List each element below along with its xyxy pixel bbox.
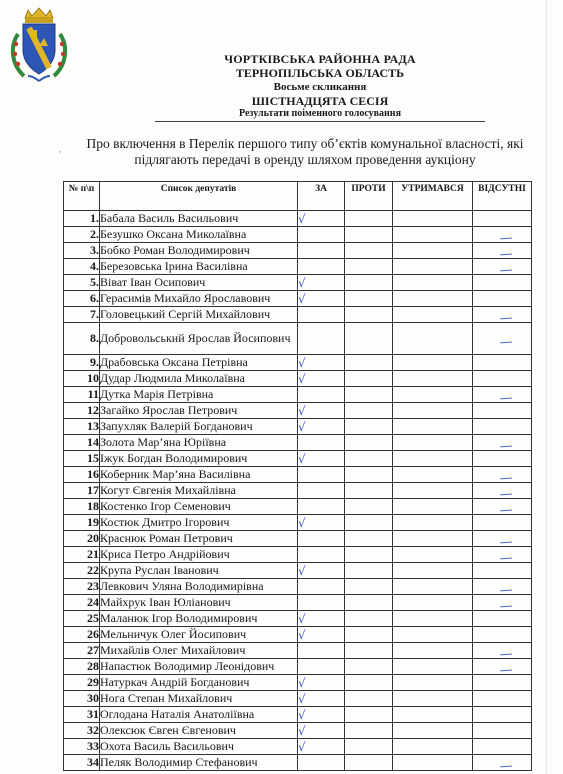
checkmark-icon: √ — [298, 419, 306, 434]
vote-utrymavsia-cell — [393, 563, 473, 579]
vote-utrymavsia-cell — [393, 355, 473, 371]
table-row — [64, 387, 532, 403]
vote-vidsutni-cell — [473, 547, 532, 563]
dash-icon — [500, 253, 512, 255]
deputy-name: Левкович Уляна Володимирівна — [100, 579, 298, 595]
row-number: 2. — [64, 227, 100, 243]
vote-vidsutni-cell — [473, 707, 532, 723]
deputy-name: Березовська Ірина Василівна — [100, 259, 298, 275]
deputy-name: Костенко Ігор Семенович — [100, 499, 298, 515]
table-row — [64, 563, 532, 579]
vote-utrymavsia-cell — [393, 755, 473, 771]
vote-vidsutni-cell — [473, 307, 532, 323]
table-row — [64, 515, 532, 531]
vote-za-cell — [298, 547, 345, 563]
deputy-name: Натуркач Андрій Богданович — [100, 675, 298, 691]
vote-utrymavsia-cell — [393, 707, 473, 723]
vote-vidsutni-cell — [473, 627, 532, 643]
vote-proty-cell — [345, 291, 393, 307]
vote-utrymavsia-cell — [393, 435, 473, 451]
vote-utrymavsia-cell — [393, 627, 473, 643]
vote-vidsutni-cell — [473, 675, 532, 691]
table-row — [64, 723, 532, 739]
vote-za-cell — [298, 739, 345, 755]
vote-proty-cell — [345, 531, 393, 547]
vote-za-cell — [298, 355, 345, 371]
vote-za-cell — [298, 723, 345, 739]
row-number: 4. — [64, 259, 100, 275]
vote-proty-cell — [345, 451, 393, 467]
vote-proty-cell — [345, 723, 393, 739]
row-number: 8. — [64, 323, 100, 355]
row-number: 16 — [64, 467, 100, 483]
row-number: 30 — [64, 691, 100, 707]
vote-vidsutni-cell — [473, 659, 532, 675]
table-body — [64, 211, 532, 771]
vote-vidsutni-cell — [473, 259, 532, 275]
vote-za-cell — [298, 643, 345, 659]
vote-za-cell — [298, 563, 345, 579]
vote-utrymavsia-cell — [393, 739, 473, 755]
vote-utrymavsia-cell — [393, 451, 473, 467]
checkmark-icon: √ — [298, 739, 306, 754]
vote-utrymavsia-cell — [393, 515, 473, 531]
vote-vidsutni-cell — [473, 403, 532, 419]
vote-proty-cell — [345, 755, 393, 771]
dash-icon — [500, 653, 512, 655]
dash-icon — [500, 317, 512, 319]
vote-utrymavsia-cell — [393, 387, 473, 403]
header-divider — [155, 121, 485, 122]
vote-utrymavsia-cell — [393, 723, 473, 739]
vote-utrymavsia-cell — [393, 371, 473, 387]
vote-utrymavsia-cell — [393, 643, 473, 659]
vote-vidsutni-cell — [473, 531, 532, 547]
dash-icon — [500, 557, 512, 559]
checkmark-icon: √ — [298, 627, 306, 642]
row-number: 25 — [64, 611, 100, 627]
vote-utrymavsia-cell — [393, 675, 473, 691]
vote-za-cell — [298, 659, 345, 675]
table-row — [64, 243, 532, 259]
table-row — [64, 611, 532, 627]
vote-za-cell — [298, 403, 345, 419]
checkmark-icon: √ — [298, 371, 306, 386]
checkmark-icon: √ — [298, 707, 306, 722]
deputy-name: Напастюк Володимир Леонідович — [100, 659, 298, 675]
table-row — [64, 547, 532, 563]
table-row — [64, 707, 532, 723]
table-row — [64, 435, 532, 451]
table-row — [64, 675, 532, 691]
vote-vidsutni-cell — [473, 483, 532, 499]
resolution-description: Про включення в Перелік першого типу об’єктів комунальної власності, які підлягають передачі в оренду шляхом проведення аукціону — [86, 136, 524, 167]
vote-za-cell — [298, 499, 345, 515]
vote-utrymavsia-cell — [393, 227, 473, 243]
dash-icon — [500, 541, 512, 543]
vote-za-cell — [298, 291, 345, 307]
table-row — [64, 355, 532, 371]
coat-of-arms-icon — [8, 6, 70, 84]
row-number: 33 — [64, 739, 100, 755]
table-row — [64, 419, 532, 435]
region-name: ТЕРНОПІЛЬСЬКА ОБЛАСТЬ — [235, 66, 405, 80]
header-name: Список депутатів — [100, 182, 298, 211]
vote-vidsutni-cell — [473, 563, 532, 579]
checkmark-icon: √ — [298, 291, 306, 306]
results-subtitle: Результати поіменного голосування — [239, 108, 401, 119]
vote-proty-cell — [345, 403, 393, 419]
deputy-name: Костюк Дмитро Ігорович — [100, 515, 298, 531]
vote-utrymavsia-cell — [393, 307, 473, 323]
vote-za-cell — [298, 435, 345, 451]
row-number: 7. — [64, 307, 100, 323]
deputy-name: Бабала Василь Васильович — [100, 211, 298, 227]
deputy-name: Загайко Ярослав Петрович — [100, 403, 298, 419]
vote-vidsutni-cell — [473, 387, 532, 403]
deputy-name: Михайлів Олег Михайлович — [100, 643, 298, 659]
vote-vidsutni-cell — [473, 499, 532, 515]
row-number: 9. — [64, 355, 100, 371]
deputy-name: Майхрук Іван Юліанович — [100, 595, 298, 611]
vote-proty-cell — [345, 243, 393, 259]
vote-vidsutni-cell — [473, 291, 532, 307]
table-row — [64, 643, 532, 659]
row-number: 14 — [64, 435, 100, 451]
table-row — [64, 499, 532, 515]
vote-za-cell — [298, 211, 345, 227]
table-row — [64, 595, 532, 611]
vote-vidsutni-cell — [473, 275, 532, 291]
table-row — [64, 307, 532, 323]
deputy-name: Драбовська Оксана Петрівна — [100, 355, 298, 371]
row-number: 18 — [64, 499, 100, 515]
checkmark-icon: √ — [298, 275, 306, 290]
vote-proty-cell — [345, 435, 393, 451]
row-number: 13 — [64, 419, 100, 435]
row-number: 12 — [64, 403, 100, 419]
deputy-name: Безушко Оксана Миколаївна — [100, 227, 298, 243]
vote-vidsutni-cell — [473, 723, 532, 739]
header-utrymavsia: УТРИМАВСЯ — [393, 182, 473, 211]
vote-za-cell — [298, 515, 345, 531]
vote-proty-cell — [345, 707, 393, 723]
margin-mark: ‚ — [58, 144, 62, 155]
vote-za-cell — [298, 675, 345, 691]
vote-utrymavsia-cell — [393, 275, 473, 291]
vote-proty-cell — [345, 739, 393, 755]
dash-icon — [500, 669, 512, 671]
table-row — [64, 659, 532, 675]
deputy-name: Дудар Людмила Миколаївна — [100, 371, 298, 387]
vote-utrymavsia-cell — [393, 419, 473, 435]
vote-utrymavsia-cell — [393, 595, 473, 611]
vote-vidsutni-cell — [473, 643, 532, 659]
row-number: 22 — [64, 563, 100, 579]
deputy-name: Дутка Марія Петрівна — [100, 387, 298, 403]
vote-utrymavsia-cell — [393, 243, 473, 259]
table-row — [64, 739, 532, 755]
deputy-name: Крупа Руслан Іванович — [100, 563, 298, 579]
deputy-name: Маланюк Ігор Володимирович — [100, 611, 298, 627]
vote-vidsutni-cell — [473, 579, 532, 595]
deputy-name: Криса Петро Андрійович — [100, 547, 298, 563]
checkmark-icon: √ — [298, 355, 306, 370]
vote-za-cell — [298, 275, 345, 291]
vote-utrymavsia-cell — [393, 579, 473, 595]
header-vidsutni: ВІДСУТНІ — [473, 182, 532, 211]
vote-za-cell — [298, 259, 345, 275]
deputy-name: Охота Василь Васильович — [100, 739, 298, 755]
row-number: 20 — [64, 531, 100, 547]
vote-za-cell — [298, 579, 345, 595]
vote-utrymavsia-cell — [393, 691, 473, 707]
vote-proty-cell — [345, 643, 393, 659]
vote-proty-cell — [345, 355, 393, 371]
deputy-name: Іжук Богдан Володимирович — [100, 451, 298, 467]
vote-za-cell — [298, 755, 345, 771]
vote-proty-cell — [345, 547, 393, 563]
row-number: 32 — [64, 723, 100, 739]
vote-za-cell — [298, 467, 345, 483]
deputy-name: Бобко Роман Володимирович — [100, 243, 298, 259]
row-number: 26 — [64, 627, 100, 643]
deputy-name: Нога Степан Михайлович — [100, 691, 298, 707]
table-row — [64, 755, 532, 771]
vote-proty-cell — [345, 595, 393, 611]
vote-vidsutni-cell — [473, 595, 532, 611]
vote-za-cell — [298, 595, 345, 611]
vote-za-cell — [298, 627, 345, 643]
vote-proty-cell — [345, 691, 393, 707]
vote-proty-cell — [345, 675, 393, 691]
vote-utrymavsia-cell — [393, 483, 473, 499]
vote-vidsutni-cell — [473, 243, 532, 259]
table-row — [64, 579, 532, 595]
roll-call-table — [63, 181, 532, 771]
vote-proty-cell — [345, 307, 393, 323]
vote-utrymavsia-cell — [393, 611, 473, 627]
vote-za-cell — [298, 611, 345, 627]
row-number: 11 — [64, 387, 100, 403]
row-number: 19 — [64, 515, 100, 531]
vote-za-cell — [298, 419, 345, 435]
row-number: 5. — [64, 275, 100, 291]
vote-vidsutni-cell — [473, 323, 532, 355]
vote-proty-cell — [345, 227, 393, 243]
table-header-row — [64, 182, 532, 211]
dash-icon — [500, 445, 512, 447]
vote-za-cell — [298, 451, 345, 467]
row-number: 21 — [64, 547, 100, 563]
table-row — [64, 467, 532, 483]
page-edge — [546, 0, 547, 774]
header-za: ЗА — [298, 182, 345, 211]
row-number: 24 — [64, 595, 100, 611]
vote-proty-cell — [345, 323, 393, 355]
dash-icon — [500, 589, 512, 591]
deputy-name: Золота Мар’яна Юріївна — [100, 435, 298, 451]
vote-vidsutni-cell — [473, 211, 532, 227]
vote-vidsutni-cell — [473, 435, 532, 451]
deputy-name: Запухляк Валерій Богданович — [100, 419, 298, 435]
table-row — [64, 275, 532, 291]
deputy-name: Краснюк Роман Петрович — [100, 531, 298, 547]
vote-proty-cell — [345, 387, 393, 403]
table-row — [64, 371, 532, 387]
vote-za-cell — [298, 227, 345, 243]
vote-vidsutni-cell — [473, 355, 532, 371]
vote-utrymavsia-cell — [393, 467, 473, 483]
row-number: 10 — [64, 371, 100, 387]
deputy-name: Віват Іван Осипович — [100, 275, 298, 291]
checkmark-icon: √ — [298, 515, 306, 530]
vote-proty-cell — [345, 259, 393, 275]
vote-proty-cell — [345, 627, 393, 643]
convocation: Восьме скликання — [273, 81, 367, 93]
table-row — [64, 483, 532, 499]
row-number: 28 — [64, 659, 100, 675]
table-row — [64, 211, 532, 227]
deputy-name: Когут Євгенія Михайлівна — [100, 483, 298, 499]
deputy-name: Коберник Мар’яна Василівна — [100, 467, 298, 483]
dash-icon — [500, 509, 512, 511]
row-number: 31 — [64, 707, 100, 723]
deputy-name: Герасимів Михайло Ярославович — [100, 291, 298, 307]
vote-proty-cell — [345, 611, 393, 627]
vote-utrymavsia-cell — [393, 531, 473, 547]
table-row — [64, 259, 532, 275]
table-row — [64, 691, 532, 707]
checkmark-icon: √ — [298, 211, 306, 226]
vote-proty-cell — [345, 275, 393, 291]
checkmark-icon: √ — [298, 451, 306, 466]
row-number: 27 — [64, 643, 100, 659]
vote-za-cell — [298, 307, 345, 323]
vote-proty-cell — [345, 515, 393, 531]
vote-utrymavsia-cell — [393, 291, 473, 307]
dash-icon — [500, 341, 512, 343]
row-number: 17 — [64, 483, 100, 499]
dash-icon — [500, 477, 512, 479]
vote-za-cell — [298, 323, 345, 355]
dash-icon — [500, 397, 512, 399]
header-proty: ПРОТИ — [345, 182, 393, 211]
row-number: 1. — [64, 211, 100, 227]
vote-vidsutni-cell — [473, 371, 532, 387]
deputy-name: Оглодана Наталія Анатоліївна — [100, 707, 298, 723]
table-row — [64, 323, 532, 355]
checkmark-icon: √ — [298, 611, 306, 626]
vote-utrymavsia-cell — [393, 499, 473, 515]
vote-proty-cell — [345, 563, 393, 579]
vote-utrymavsia-cell — [393, 323, 473, 355]
table-row — [64, 403, 532, 419]
vote-vidsutni-cell — [473, 227, 532, 243]
deputy-name: Олексюк Євген Євгенович — [100, 723, 298, 739]
vote-utrymavsia-cell — [393, 211, 473, 227]
vote-utrymavsia-cell — [393, 403, 473, 419]
checkmark-icon: √ — [298, 403, 306, 418]
row-number: 15 — [64, 451, 100, 467]
vote-utrymavsia-cell — [393, 259, 473, 275]
deputy-name: Пеляк Володимир Стефанович — [100, 755, 298, 771]
table-row — [64, 227, 532, 243]
dash-icon — [500, 605, 512, 607]
vote-vidsutni-cell — [473, 611, 532, 627]
row-number: 34 — [64, 755, 100, 771]
vote-utrymavsia-cell — [393, 547, 473, 563]
checkmark-icon: √ — [298, 723, 306, 738]
row-number: 6. — [64, 291, 100, 307]
header-num: № п\п — [64, 182, 100, 211]
vote-vidsutni-cell — [473, 515, 532, 531]
dash-icon — [500, 493, 512, 495]
vote-vidsutni-cell — [473, 451, 532, 467]
vote-vidsutni-cell — [473, 467, 532, 483]
vote-za-cell — [298, 371, 345, 387]
vote-utrymavsia-cell — [393, 659, 473, 675]
deputy-name: Мельничук Олег Йосипович — [100, 627, 298, 643]
row-number: 3. — [64, 243, 100, 259]
vote-proty-cell — [345, 211, 393, 227]
vote-vidsutni-cell — [473, 691, 532, 707]
dash-icon — [500, 269, 512, 271]
vote-proty-cell — [345, 499, 393, 515]
vote-vidsutni-cell — [473, 755, 532, 771]
vote-proty-cell — [345, 483, 393, 499]
vote-proty-cell — [345, 579, 393, 595]
vote-proty-cell — [345, 419, 393, 435]
vote-za-cell — [298, 691, 345, 707]
council-name: ЧОРТКІВСЬКА РАЙОННА РАДА — [224, 52, 416, 66]
table-row — [64, 531, 532, 547]
vote-za-cell — [298, 707, 345, 723]
vote-za-cell — [298, 243, 345, 259]
vote-proty-cell — [345, 659, 393, 675]
checkmark-icon: √ — [298, 675, 306, 690]
deputy-name: Головецький Сергій Михайлович — [100, 307, 298, 323]
deputy-name: Добровольський Ярослав Йосипович — [100, 323, 298, 355]
checkmark-icon: √ — [298, 691, 306, 706]
checkmark-icon: √ — [298, 563, 306, 578]
vote-vidsutni-cell — [473, 419, 532, 435]
session-title: ШІСТНАДЦЯТА СЕСІЯ — [251, 94, 389, 108]
vote-proty-cell — [345, 467, 393, 483]
dash-icon — [500, 765, 512, 767]
vote-za-cell — [298, 387, 345, 403]
table-row — [64, 291, 532, 307]
vote-za-cell — [298, 483, 345, 499]
dash-icon — [500, 237, 512, 239]
row-number: 29 — [64, 675, 100, 691]
vote-za-cell — [298, 531, 345, 547]
vote-vidsutni-cell — [473, 739, 532, 755]
table-row — [64, 627, 532, 643]
table-row — [64, 451, 532, 467]
vote-proty-cell — [345, 371, 393, 387]
row-number: 23 — [64, 579, 100, 595]
